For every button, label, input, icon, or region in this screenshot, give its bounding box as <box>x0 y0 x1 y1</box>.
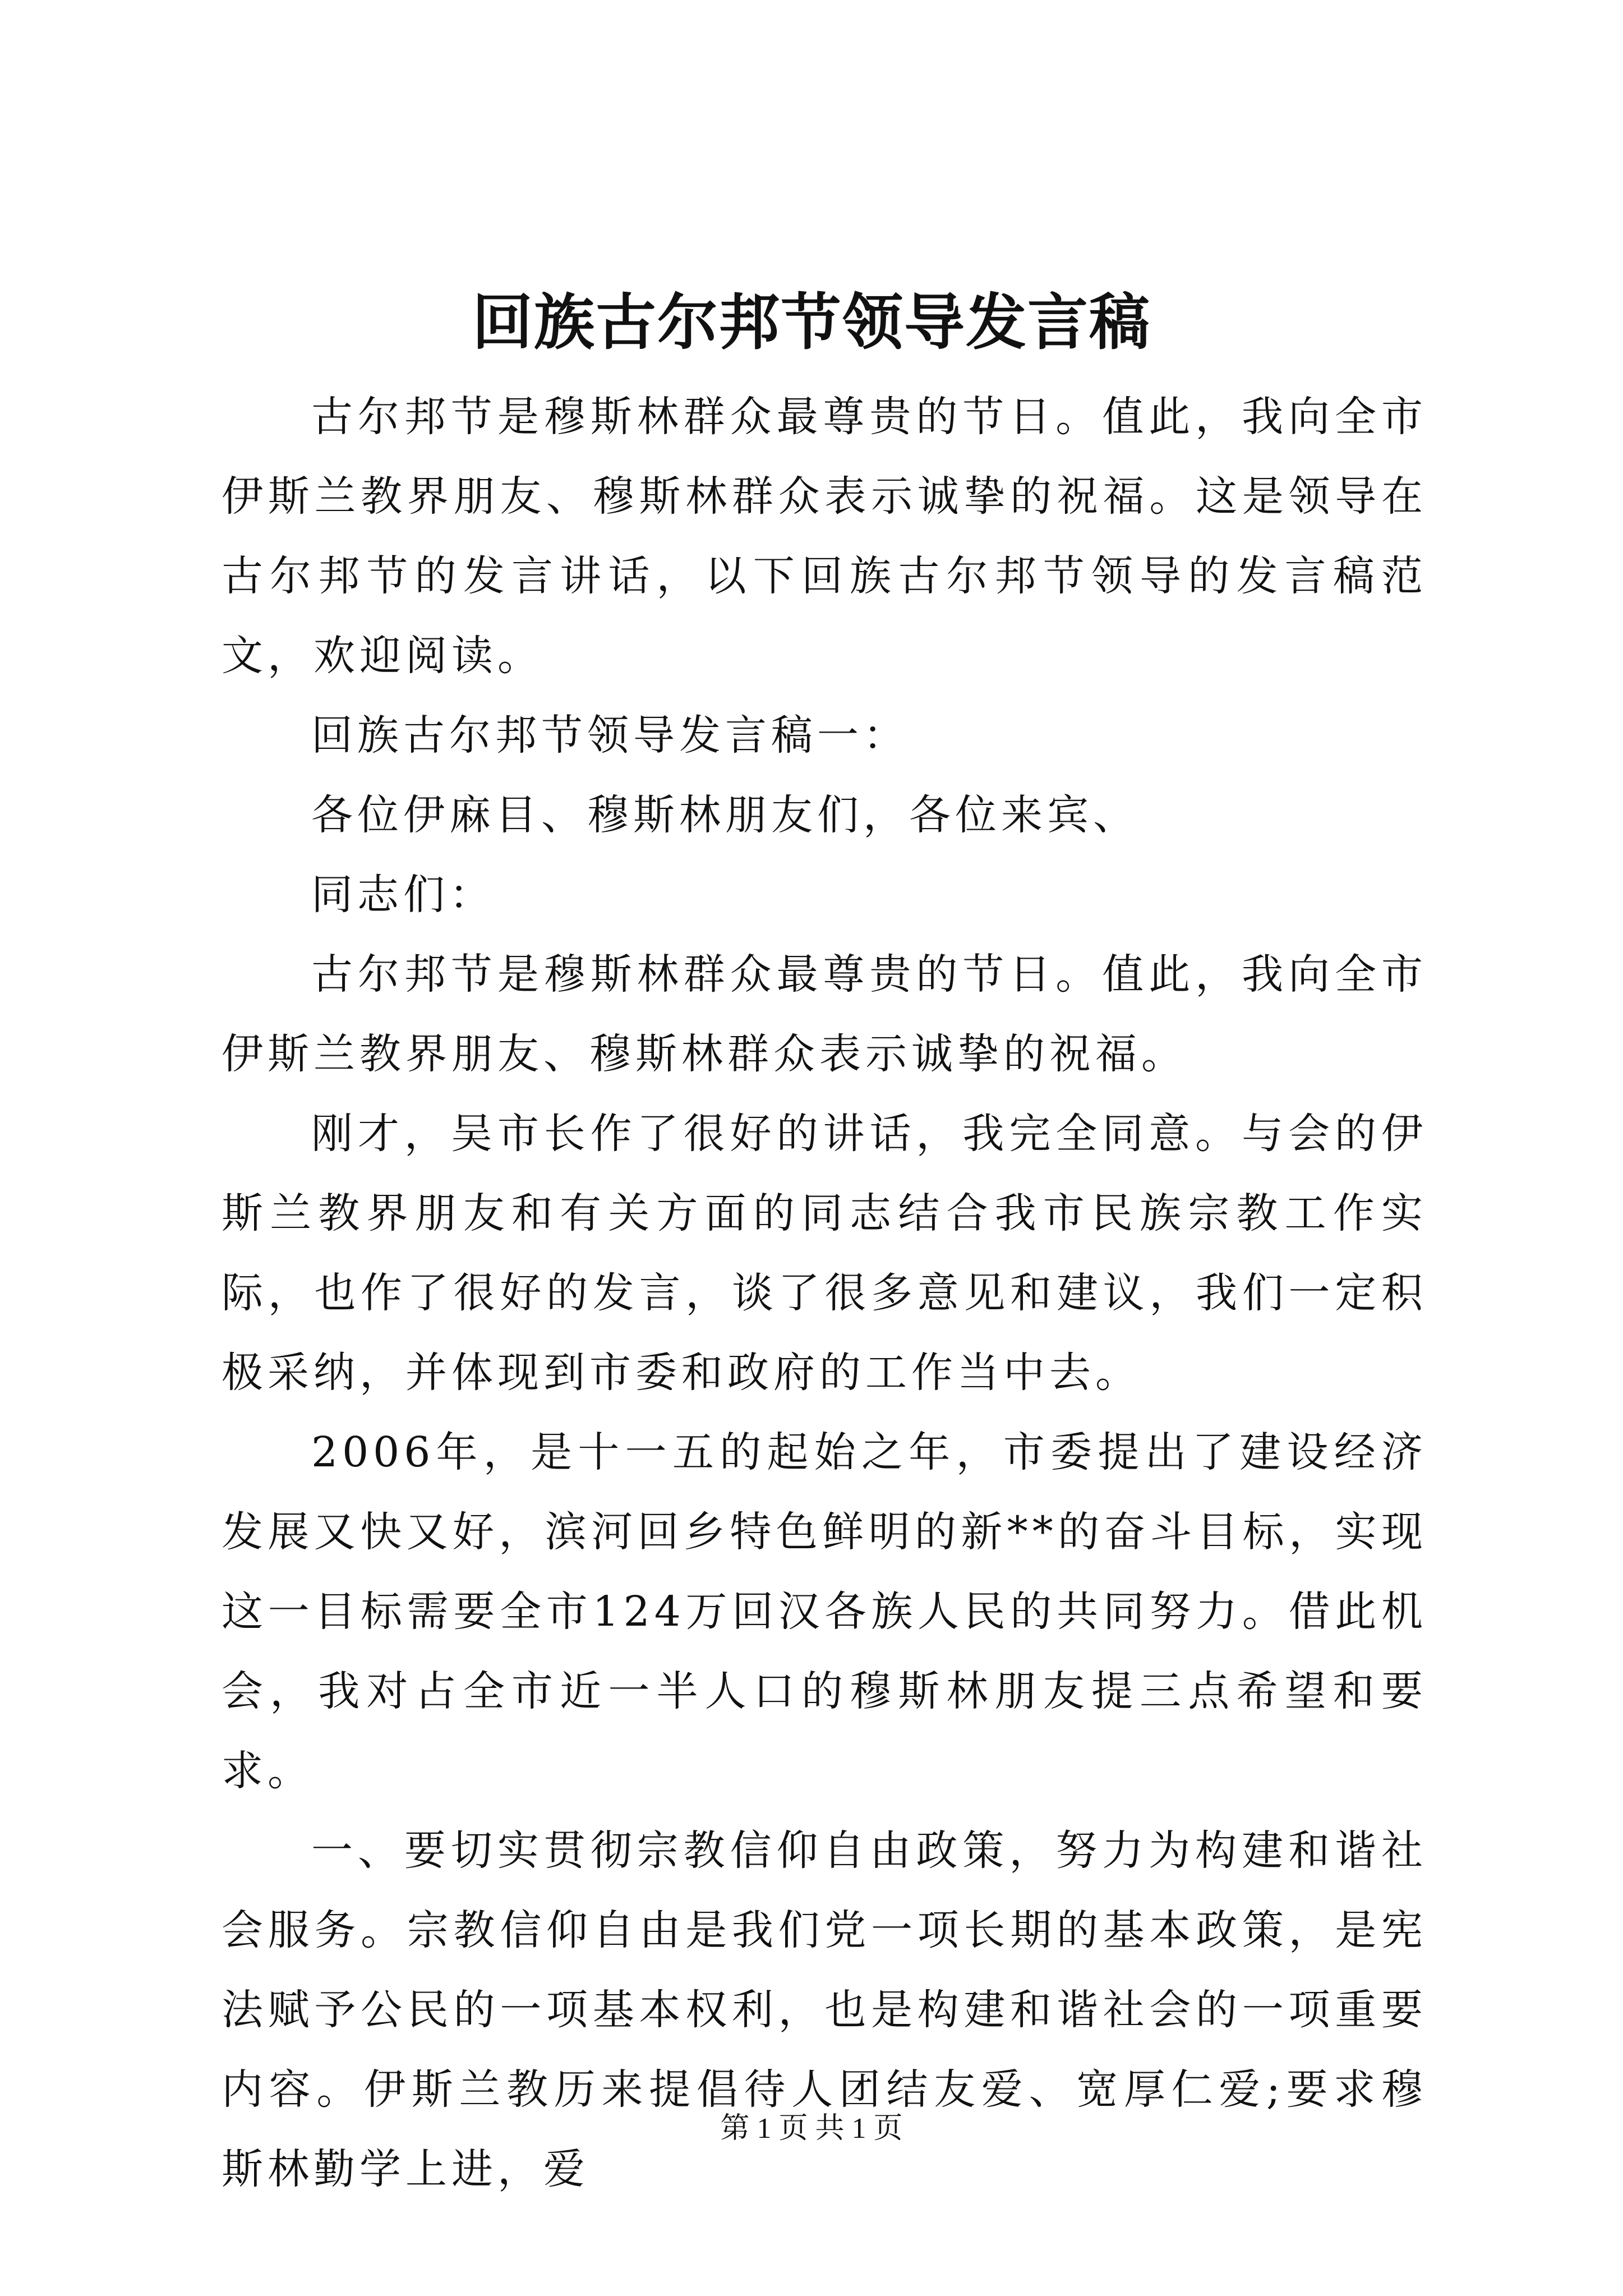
document-body <box>222 377 1427 2209</box>
paragraph-2006-goals: 2006年，是十一五的起始之年，市委提出了建设经济发展又快又好，滨河回乡特色鲜明的新**的奋斗目标，实现这一目标需要全市124万回汉各族人民的共同努力。借此机会，我对占全市近一半人口的穆斯林朋友提三点希望和要求。 <box>222 1428 1427 1795</box>
paragraph-salutation-comrades: 同志们： <box>311 871 495 919</box>
paragraph-mayor-speech: 刚才，吴市长作了很好的讲话，我完全同意。与会的伊斯兰教界朋友和有关方面的同志结合我市民族宗教工作实际，也作了很好的发言，谈了很多意见和建议，我们一定积极采纳，并体现到市委和政府的工作当中去。 <box>222 1110 1427 1397</box>
page-footer: 第 1 页 共 1 页 <box>720 2113 903 2145</box>
paragraph-speech-heading: 回族古尔邦节领导发言稿一： <box>311 711 909 760</box>
paragraph-greeting: 古尔邦节是穆斯林群众最尊贵的节日。值此，我向全市伊斯兰教界朋友、穆斯林群众表示诚挚的祝福。 <box>222 950 1427 1078</box>
paragraph-salutation: 各位伊麻目、穆斯林朋友们，各位来宾、 <box>311 791 1139 839</box>
document-title: 回族古尔邦节领导发言稿 <box>472 287 1151 358</box>
paragraph-intro: 古尔邦节是穆斯林群众最尊贵的节日。值此，我向全市伊斯兰教界朋友、穆斯林群众表示诚挚的祝福。这是领导在古尔邦节的发言讲话，以下回族古尔邦节领导的发言稿范文，欢迎阅读。 <box>222 393 1427 680</box>
paragraph-point-one: 一、要切实贯彻宗教信仰自由政策，努力为构建和谐社会服务。宗教信仰自由是我们党一项长期的基本政策，是宪法赋予公民的一项基本权利，也是构建和谐社会的一项重要内容。伊斯兰教历来提倡待人团结友爱、宽厚仁爱;要求穆斯林勤学上进，爱 <box>222 1826 1427 2193</box>
